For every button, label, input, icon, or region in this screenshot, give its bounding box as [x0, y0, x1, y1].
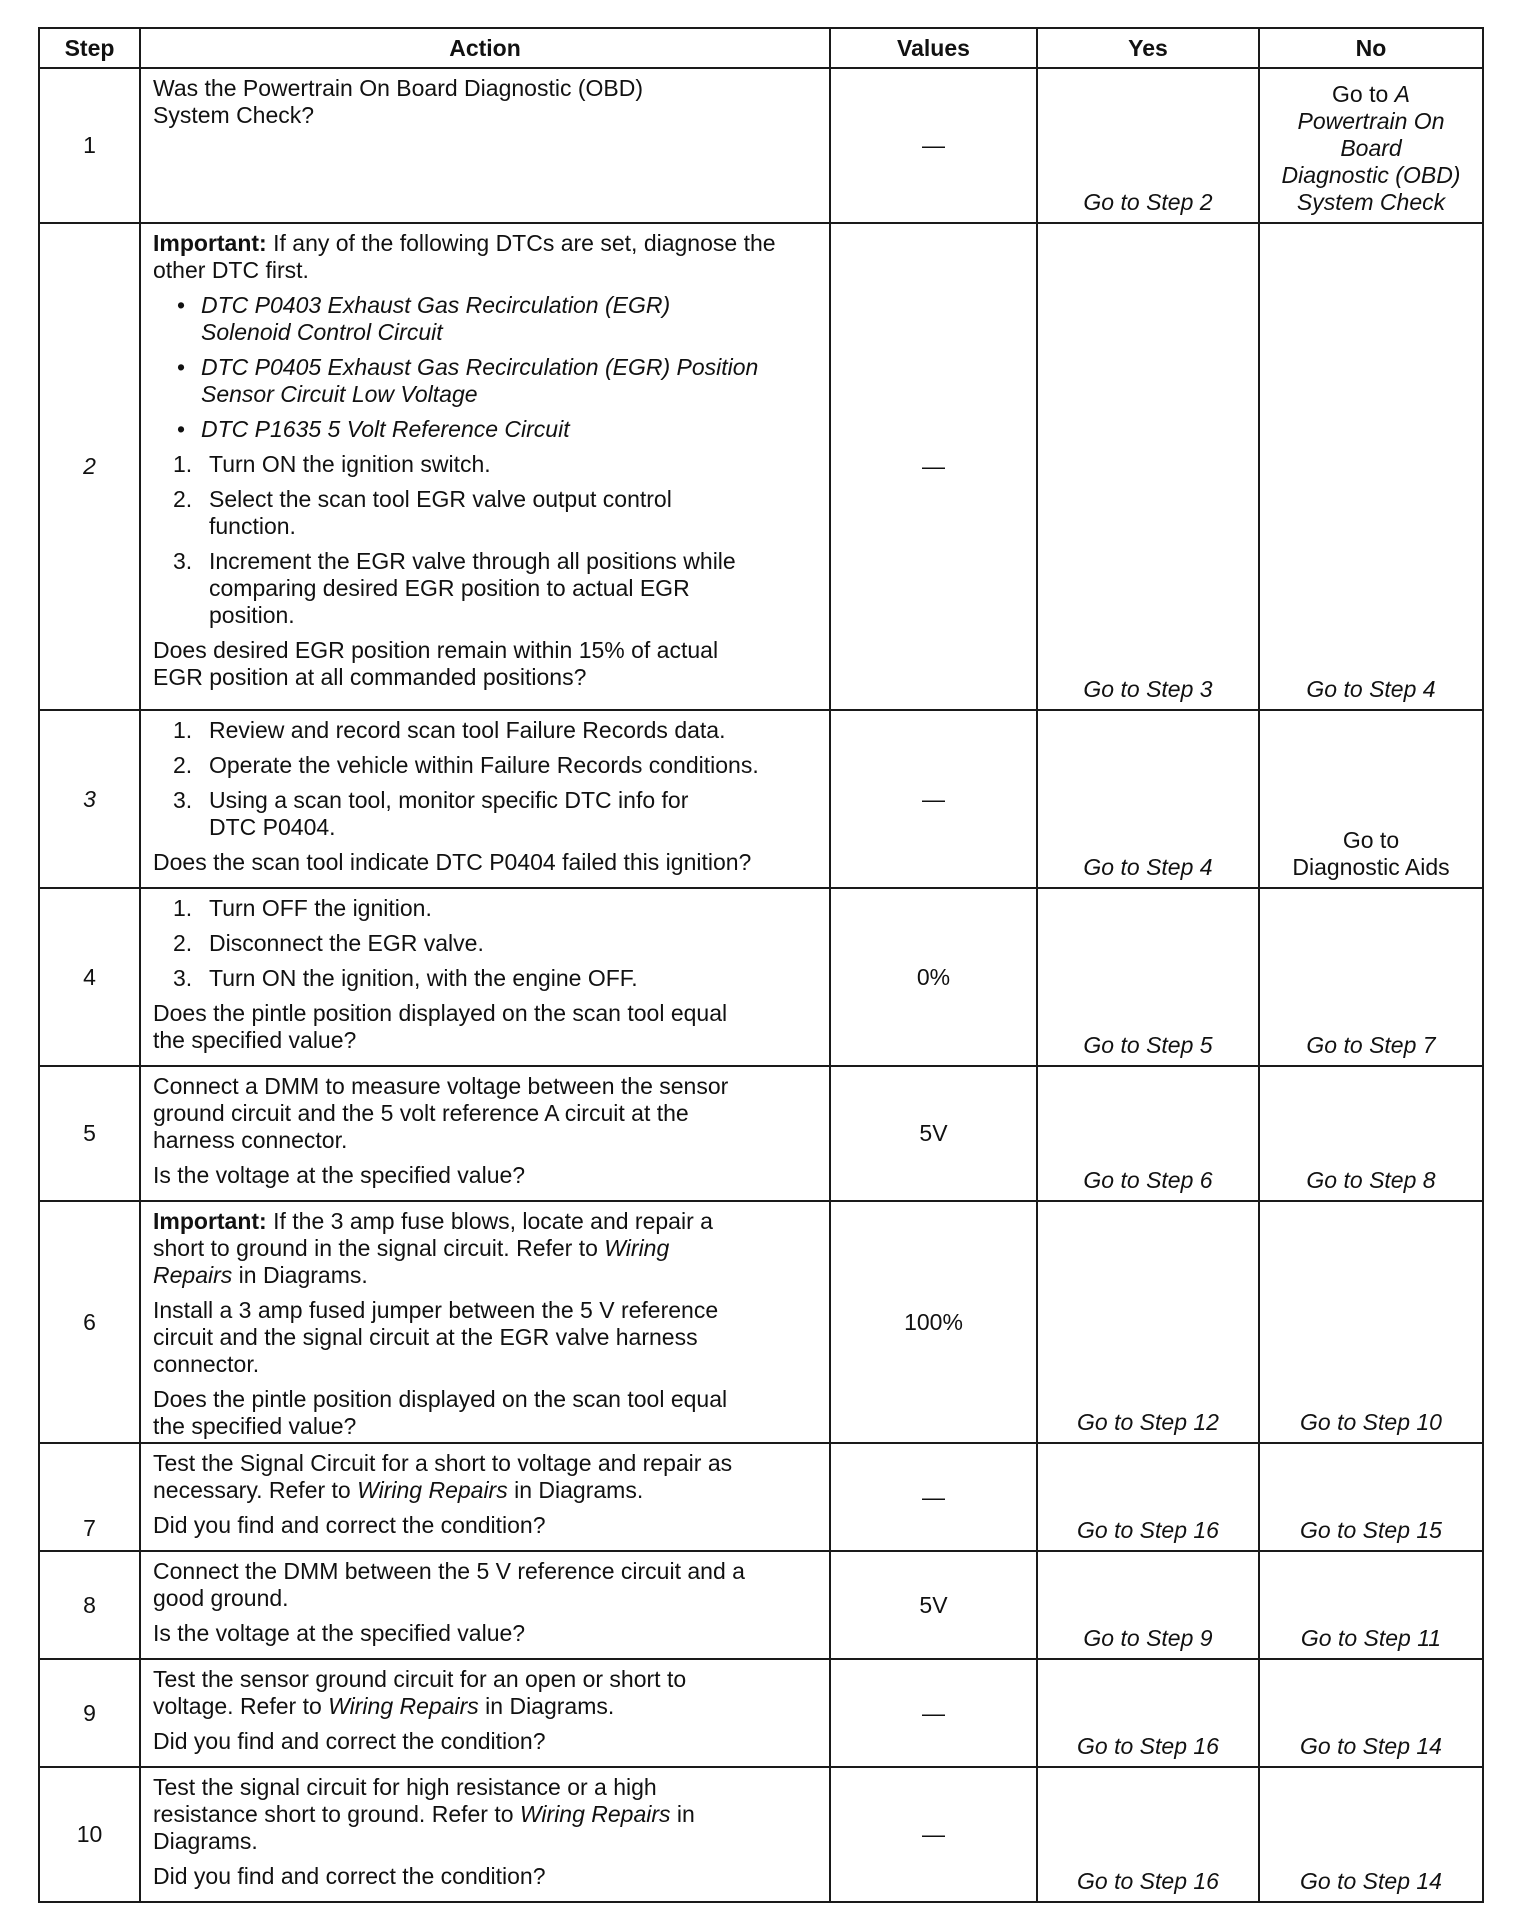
action-cell [140, 888, 830, 1066]
wiring-repairs-reference: Wiring Repairs [153, 1235, 670, 1288]
action-text: Test the Signal Circuit for a short to voltage and repair as necessary. Refer to Wiring Repairs in Diagrams. [153, 1450, 733, 1503]
procedure-step: 1. Turn ON the ignition switch. [173, 451, 491, 477]
table-row [39, 68, 1483, 223]
yes-link: Go to Step 16 [1077, 1517, 1219, 1543]
header-no: No [1259, 28, 1483, 68]
dtc-bullet: • DTC P0405 Exhaust Gas Recirculation (EGR) Position Sensor Circuit Low Voltage [177, 354, 759, 407]
action-text: Was the Powertrain On Board Diagnostic (OBD) System Check? [153, 75, 643, 128]
yes-link: Go to Step 16 [1077, 1733, 1219, 1759]
procedure-step: 3. Increment the EGR valve through all positions while comparing desired EGR position to actual EGR position. [173, 548, 736, 628]
action-text: Connect the DMM between the 5 V reference circuit and a good ground. [153, 1558, 745, 1611]
wiring-repairs-reference: Wiring Repairs [519, 1801, 671, 1827]
action-cell [140, 1551, 830, 1659]
yes-link: Go to Step 5 [1083, 1032, 1213, 1058]
procedure-step: 2. Operate the vehicle within Failure Records conditions. [173, 752, 759, 778]
no-cell [1259, 1767, 1483, 1902]
action-cell [140, 1443, 830, 1551]
step-number: 8 [39, 1551, 140, 1659]
yes-link: Go to Step 4 [1083, 854, 1213, 880]
header-values: Values [830, 28, 1037, 68]
yes-cell [1037, 1443, 1259, 1551]
action-cell [140, 1659, 830, 1767]
no-link: Go to Step 14 [1300, 1868, 1442, 1894]
procedure-step: 2. Select the scan tool EGR valve output control function. [173, 486, 672, 539]
action-question: Did you find and correct the condition? [153, 1728, 546, 1754]
wiring-repairs-reference: Wiring Repairs [357, 1477, 508, 1503]
value-cell: — [830, 1659, 1037, 1767]
no-cell [1259, 1443, 1483, 1551]
table-row [39, 223, 1483, 710]
table-row [39, 888, 1483, 1066]
action-question: Does the scan tool indicate DTC P0404 failed this ignition? [153, 849, 752, 875]
yes-cell [1037, 888, 1259, 1066]
wiring-repairs-reference: Wiring Repairs [328, 1693, 479, 1719]
procedure-step: 3. Turn ON the ignition, with the engine OFF. [173, 965, 638, 991]
dtc-bullet: • DTC P0403 Exhaust Gas Recirculation (EGR) Solenoid Control Circuit [177, 292, 671, 345]
action-text: Install a 3 amp fused jumper between the 5 V reference circuit and the signal circuit at the EGR valve harness connector. [153, 1297, 719, 1377]
yes-cell [1037, 1767, 1259, 1902]
value-cell: 100% [830, 1201, 1037, 1443]
no-cell [1259, 710, 1483, 888]
table-row [39, 1443, 1483, 1551]
value-cell: — [830, 68, 1037, 223]
action-question: Did you find and correct the condition? [153, 1512, 546, 1538]
yes-cell [1037, 223, 1259, 710]
action-cell [140, 1767, 830, 1902]
action-question: Does the pintle position displayed on the scan tool equal the specified value? [153, 1386, 728, 1439]
procedure-step: 1. Turn OFF the ignition. [173, 895, 432, 921]
no-link: Go to Step 7 [1306, 1032, 1436, 1058]
action-question: Does desired EGR position remain within 15% of actual EGR position at all commanded positions? [153, 637, 719, 690]
action-question: Is the voltage at the specified value? [153, 1620, 526, 1646]
step-number: 7 [39, 1443, 140, 1551]
no-cell [1259, 1066, 1483, 1201]
important-label: Important: [153, 230, 267, 256]
step-number: 6 [39, 1201, 140, 1443]
yes-link: Go to Step 16 [1077, 1868, 1219, 1894]
step-number: 10 [39, 1767, 140, 1902]
action-text: Test the sensor ground circuit for an open or short to voltage. Refer to Wiring Repairs in Diagrams. [153, 1666, 687, 1719]
no-link: Go to Step 15 [1300, 1517, 1442, 1543]
action-text: Connect a DMM to measure voltage between the sensor ground circuit and the 5 volt reference A circuit at the harness connector. [153, 1073, 729, 1153]
table-row [39, 1201, 1483, 1443]
no-link: Go to Step 10 [1300, 1409, 1442, 1435]
table-row [39, 1767, 1483, 1902]
table-row [39, 710, 1483, 888]
no-text: Go to [1332, 81, 1395, 107]
yes-link: Go to Step 6 [1083, 1167, 1213, 1193]
step-number: 1 [39, 68, 140, 223]
yes-cell [1037, 1551, 1259, 1659]
dtc-bullet: • DTC P1635 5 Volt Reference Circuit [177, 416, 570, 442]
header-step: Step [39, 28, 140, 68]
action-cell [140, 1201, 830, 1443]
table-row [39, 1066, 1483, 1201]
header-yes: Yes [1037, 28, 1259, 68]
step-number: 4 [39, 888, 140, 1066]
yes-link: Go to Step 12 [1077, 1409, 1219, 1435]
header-row [39, 28, 1483, 68]
value-cell: — [830, 710, 1037, 888]
step-number: 9 [39, 1659, 140, 1767]
table-row [39, 1659, 1483, 1767]
value-cell: — [830, 1443, 1037, 1551]
important-label: Important: [153, 1208, 267, 1234]
header-action: Action [140, 28, 830, 68]
value-cell: 5V [830, 1066, 1037, 1201]
important-note [153, 230, 819, 284]
no-cell [1259, 888, 1483, 1066]
yes-link: Go to Step 9 [1083, 1625, 1213, 1651]
action-question: Did you find and correct the condition? [153, 1863, 546, 1889]
important-text-end: in Diagrams. [232, 1262, 368, 1288]
yes-link: Go to Step 2 [1083, 189, 1213, 215]
yes-link: Go to Step 3 [1083, 676, 1213, 702]
procedure-step: 2. Disconnect the EGR valve. [173, 930, 484, 956]
action-cell [140, 223, 830, 710]
no-cell [1259, 223, 1483, 710]
no-link: Go to Step 11 [1300, 1625, 1442, 1651]
yes-cell [1037, 68, 1259, 223]
step-number: 5 [39, 1066, 140, 1201]
no-link: Go to Step 14 [1300, 1733, 1442, 1759]
important-note [153, 1208, 819, 1289]
yes-cell [1037, 1066, 1259, 1201]
procedure-step: 1. Review and record scan tool Failure Records data. [173, 717, 726, 743]
step-number: 2 [39, 223, 140, 710]
no-reference: A Powertrain On Board Diagnostic (OBD) System Check [1281, 81, 1461, 215]
action-cell [140, 710, 830, 888]
action-cell [140, 1066, 830, 1201]
yes-cell [1037, 1659, 1259, 1767]
no-cell [1259, 1551, 1483, 1659]
value-cell: — [830, 223, 1037, 710]
no-link: Go to Step 8 [1306, 1167, 1436, 1193]
action-question: Does the pintle position displayed on the scan tool equal the specified value? [153, 1000, 728, 1053]
yes-cell [1037, 1201, 1259, 1443]
value-cell: 5V [830, 1551, 1037, 1659]
no-link: Go to Step 4 [1306, 676, 1436, 702]
important-text: If any of the following DTCs are set, diagnose the other DTC first. [153, 230, 776, 283]
no-cell [1259, 68, 1483, 223]
value-cell: — [830, 1767, 1037, 1902]
no-cell [1259, 1659, 1483, 1767]
procedure-step: 3. Using a scan tool, monitor specific DTC info for DTC P0404. [173, 787, 689, 840]
yes-cell [1037, 710, 1259, 888]
action-question: Is the voltage at the specified value? [153, 1162, 526, 1188]
table-row [39, 1551, 1483, 1659]
no-text: Go to Diagnostic Aids [1292, 827, 1450, 880]
action-text: Test the signal circuit for high resistance or a high resistance short to ground. Refer to Wiring Repairs in Diagrams. [153, 1774, 695, 1854]
step-number: 3 [39, 710, 140, 888]
diagnostic-table [38, 27, 1484, 1903]
important-text: If the 3 amp fuse blows, locate and repair a short to ground in the signal circuit. Refer to [153, 1208, 713, 1261]
action-cell [140, 68, 830, 223]
value-cell: 0% [830, 888, 1037, 1066]
no-cell [1259, 1201, 1483, 1443]
